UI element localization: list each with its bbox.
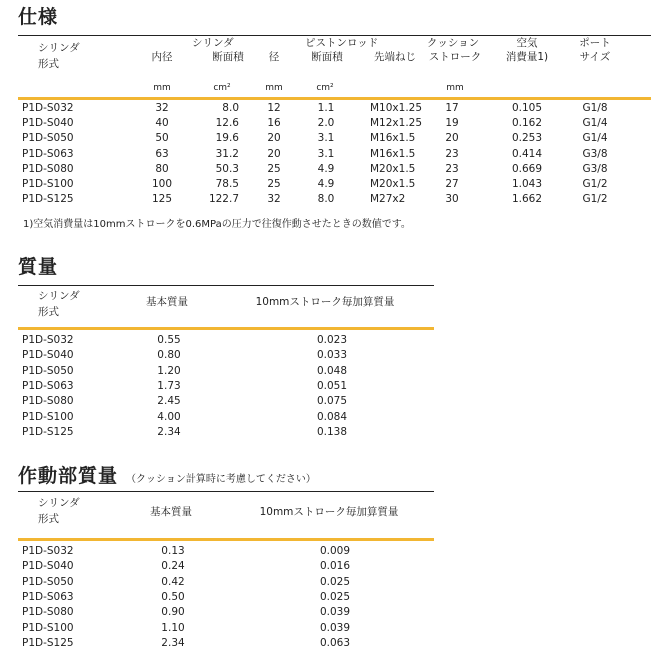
spec-cell-port: G1/4 — [582, 117, 608, 129]
spec-cell-model: P1D-S063 — [22, 148, 74, 160]
spec-cell-bore-area: 8.0 — [222, 102, 239, 114]
moving-cell-base: 0.42 — [161, 576, 185, 588]
mass-cell-model: P1D-S100 — [22, 411, 74, 423]
spec-unit-rod-area: cm² — [316, 83, 334, 93]
spec-cell-rod-dia: 16 — [267, 117, 281, 129]
spec-cell-rod-dia: 25 — [267, 178, 281, 190]
mass-header-rule — [18, 327, 434, 330]
spec-cell-air: 0.669 — [511, 163, 543, 175]
spec-cell-air: 0.105 — [511, 102, 543, 114]
spec-h-cushion-2: ストローク — [428, 51, 482, 63]
moving-cell-model: P1D-S040 — [22, 560, 74, 572]
mass-cell-base: 0.55 — [157, 334, 181, 346]
mass-title: 質量 — [18, 256, 59, 278]
moving-header-rule — [18, 538, 434, 541]
moving-cell-base: 1.10 — [161, 622, 185, 634]
moving-cell-model: P1D-S125 — [22, 637, 74, 649]
moving-cell-per10: 0.063 — [319, 637, 351, 649]
spec-cell-thread: M10x1.25 — [370, 102, 423, 114]
spec-cell-model: P1D-S080 — [22, 163, 74, 175]
mass-cell-base: 1.73 — [157, 380, 181, 392]
mass-cell-model: P1D-S050 — [22, 365, 74, 377]
spec-cell-bore-area: 31.2 — [215, 148, 239, 160]
spec-footnote: 1)空気消費量は10mmストロークを0.6MPaの圧力で往復作動させたときの数値です。 — [23, 219, 411, 230]
spec-cell-bore-area: 50.3 — [215, 163, 239, 175]
spec-cell-port: G1/2 — [582, 193, 608, 205]
spec-cell-air: 1.043 — [511, 178, 543, 190]
moving-title: 作動部質量 （クッション計算時に考慮してください） — [18, 465, 316, 487]
spec-cell-rod-area: 4.9 — [317, 178, 335, 190]
spec-cell-model: P1D-S040 — [22, 117, 74, 129]
mass-cell-per10: 0.048 — [316, 365, 348, 377]
mass-cell-per10: 0.051 — [316, 380, 348, 392]
moving-cell-per10: 0.009 — [319, 545, 351, 557]
mass-cell-model: P1D-S080 — [22, 395, 74, 407]
spec-cell-rod-area: 2.0 — [317, 117, 335, 129]
mass-h-cylinder-2: 形式 — [38, 306, 59, 318]
spec-cell-rod-area: 3.1 — [317, 132, 335, 144]
spec-h-group-cylinder: シリンダ — [192, 37, 234, 49]
mass-h-cylinder-1: シリンダ — [38, 290, 80, 302]
spec-h-air-1: 空気 — [516, 37, 538, 49]
spec-cell-port: G3/8 — [582, 163, 608, 175]
spec-h-air-2: 消費量1) — [505, 51, 549, 63]
spec-cell-rod-area: 4.9 — [317, 163, 335, 175]
moving-cell-model: P1D-S063 — [22, 591, 74, 603]
spec-cell-rod-area: 3.1 — [317, 148, 335, 160]
spec-cell-cushion: 23 — [445, 163, 459, 175]
moving-h-cylinder-2: 形式 — [38, 513, 59, 525]
spec-cell-cushion: 27 — [445, 178, 459, 190]
spec-h-cushion-1: クッション — [426, 37, 480, 49]
spec-cell-bore-area: 12.6 — [215, 117, 239, 129]
mass-cell-model: P1D-S125 — [22, 426, 74, 438]
moving-cell-base: 0.50 — [161, 591, 185, 603]
spec-cell-thread: M20x1.5 — [370, 163, 416, 175]
spec-unit-bore-area: cm² — [213, 83, 231, 93]
mass-cell-base: 2.45 — [157, 395, 181, 407]
spec-cell-rod-dia: 12 — [267, 102, 281, 114]
mass-h-per10: 10mmストローク毎加算質量 — [255, 296, 395, 308]
mass-cell-model: P1D-S040 — [22, 349, 74, 361]
spec-cell-cushion: 30 — [445, 193, 459, 205]
moving-h-base: 基本質量 — [150, 506, 192, 518]
spec-cell-bore: 100 — [151, 178, 173, 190]
mass-cell-base: 0.80 — [157, 349, 181, 361]
spec-h-rod-dia: 径 — [268, 51, 280, 63]
spec-cell-bore: 40 — [155, 117, 169, 129]
spec-cell-model: P1D-S125 — [22, 193, 74, 205]
moving-top-rule — [18, 491, 434, 492]
spec-h-bore-area: 断面積 — [212, 51, 244, 63]
spec-h-group-rod: ピストンロッド — [305, 37, 379, 49]
moving-cell-per10: 0.039 — [319, 606, 351, 618]
spec-cell-cushion: 17 — [445, 102, 459, 114]
spec-cell-thread: M27x2 — [370, 193, 406, 205]
mass-cell-model: P1D-S063 — [22, 380, 74, 392]
mass-cell-per10: 0.138 — [316, 426, 348, 438]
mass-cell-base: 4.00 — [157, 411, 181, 423]
spec-cell-bore-area: 19.6 — [215, 132, 239, 144]
moving-cell-per10: 0.025 — [319, 591, 351, 603]
spec-cell-thread: M16x1.5 — [370, 132, 416, 144]
spec-cell-rod-dia: 20 — [267, 148, 281, 160]
spec-cell-rod-area: 8.0 — [317, 193, 335, 205]
spec-h-rod-area: 断面積 — [311, 51, 343, 63]
spec-cell-model: P1D-S100 — [22, 178, 74, 190]
spec-cell-bore-area: 78.5 — [215, 178, 239, 190]
spec-cell-rod-dia: 32 — [267, 193, 281, 205]
mass-h-base: 基本質量 — [146, 296, 188, 308]
spec-h-bore: 内径 — [151, 51, 173, 63]
spec-cell-model: P1D-S050 — [22, 132, 74, 144]
spec-cell-bore-area: 122.7 — [208, 193, 239, 205]
moving-cell-base: 0.24 — [161, 560, 185, 572]
moving-cell-model: P1D-S080 — [22, 606, 74, 618]
spec-cell-port: G1/4 — [582, 132, 608, 144]
spec-header-rule — [18, 97, 651, 100]
spec-cell-air: 0.253 — [511, 132, 543, 144]
moving-cell-base: 2.34 — [161, 637, 185, 649]
spec-h-rod-thread: 先端ねじ — [374, 51, 416, 63]
moving-h-per10: 10mmストローク毎加算質量 — [259, 506, 399, 518]
moving-cell-base: 0.90 — [161, 606, 185, 618]
mass-cell-per10: 0.075 — [316, 395, 348, 407]
spec-cell-port: G1/8 — [582, 102, 608, 114]
mass-top-rule — [18, 285, 434, 286]
spec-unit-cushion: mm — [446, 83, 464, 93]
spec-cell-bore: 50 — [155, 132, 169, 144]
spec-cell-rod-area: 1.1 — [317, 102, 335, 114]
spec-cell-rod-dia: 20 — [267, 132, 281, 144]
moving-cell-base: 0.13 — [161, 545, 185, 557]
spec-cell-bore: 125 — [151, 193, 173, 205]
spec-cell-port: G3/8 — [582, 148, 608, 160]
spec-title: 仕様 — [18, 6, 59, 28]
mass-cell-per10: 0.033 — [316, 349, 348, 361]
spec-cell-bore: 32 — [155, 102, 169, 114]
spec-cell-port: G1/2 — [582, 178, 608, 190]
mass-cell-base: 2.34 — [157, 426, 181, 438]
mass-cell-per10: 0.023 — [316, 334, 348, 346]
spec-cell-thread: M20x1.5 — [370, 178, 416, 190]
moving-title-note: （クッション計算時に考慮してください） — [126, 474, 316, 485]
spec-cell-cushion: 19 — [445, 117, 459, 129]
mass-cell-base: 1.20 — [157, 365, 181, 377]
moving-cell-per10: 0.025 — [319, 576, 351, 588]
mass-cell-model: P1D-S032 — [22, 334, 74, 346]
spec-unit-rod-dia: mm — [265, 83, 283, 93]
spec-h-port-1: ポート — [579, 37, 611, 49]
spec-cell-rod-dia: 25 — [267, 163, 281, 175]
spec-top-rule — [18, 35, 651, 36]
spec-cell-air: 0.414 — [511, 148, 543, 160]
spec-cell-cushion: 23 — [445, 148, 459, 160]
moving-cell-model: P1D-S100 — [22, 622, 74, 634]
moving-cell-model: P1D-S032 — [22, 545, 74, 557]
moving-cell-model: P1D-S050 — [22, 576, 74, 588]
spec-cell-cushion: 20 — [445, 132, 459, 144]
spec-cell-bore: 80 — [155, 163, 169, 175]
spec-h-port-2: サイズ — [579, 51, 611, 63]
spec-cell-air: 1.662 — [511, 193, 543, 205]
spec-cell-thread: M12x1.25 — [370, 117, 423, 129]
moving-cell-per10: 0.039 — [319, 622, 351, 634]
spec-h-cylinder-2: 形式 — [38, 58, 59, 70]
mass-cell-per10: 0.084 — [316, 411, 348, 423]
moving-cell-per10: 0.016 — [319, 560, 351, 572]
spec-cell-air: 0.162 — [511, 117, 543, 129]
spec-cell-thread: M16x1.5 — [370, 148, 416, 160]
moving-h-cylinder-1: シリンダ — [38, 497, 80, 509]
spec-cell-model: P1D-S032 — [22, 102, 74, 114]
spec-h-cylinder-1: シリンダ — [38, 42, 80, 54]
spec-unit-bore: mm — [153, 83, 171, 93]
spec-cell-bore: 63 — [155, 148, 169, 160]
